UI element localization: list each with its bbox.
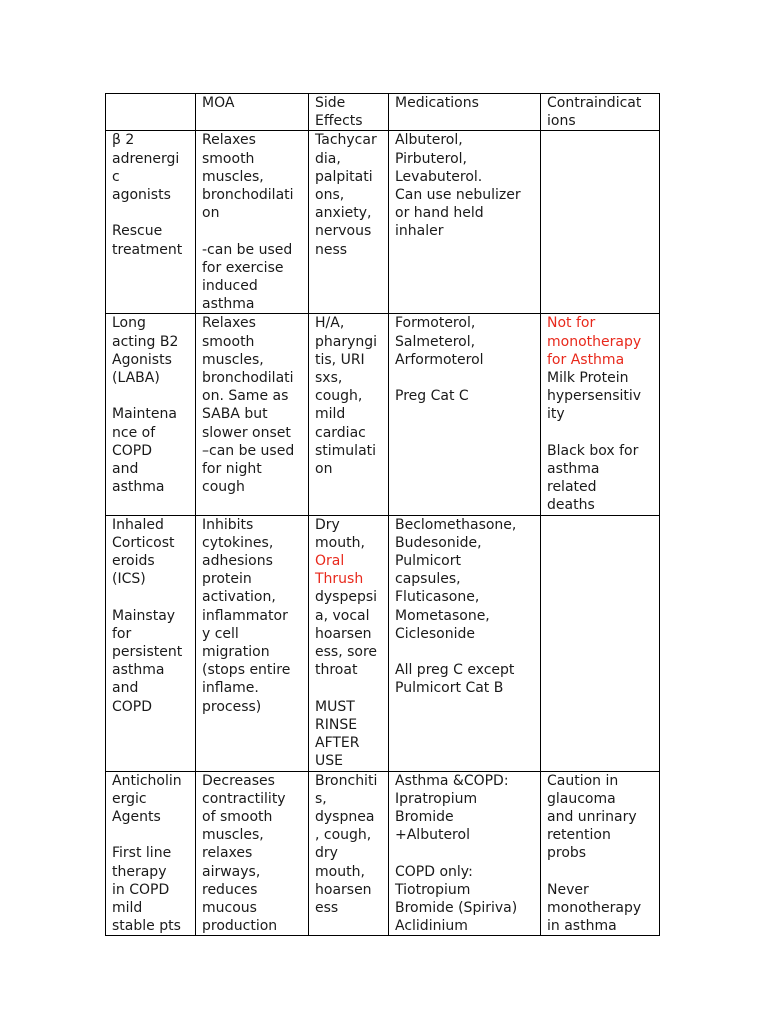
cell-text-line: Pulmicort Cat B xyxy=(395,680,504,697)
cell-text-line: mouth, xyxy=(315,863,365,880)
cell-text-line: -can be used xyxy=(202,241,293,258)
cell-text-line: mild xyxy=(315,406,346,423)
cell-text-line: c xyxy=(112,168,120,185)
cell-text-line: throat xyxy=(315,662,358,679)
cell-text-line: Rescue xyxy=(112,223,163,240)
moa-cell xyxy=(196,771,309,936)
cell-text-line: asthma xyxy=(202,296,255,313)
cell-text-line xyxy=(547,863,656,881)
cell-text-line: s, xyxy=(315,790,327,807)
cell-text-line: monotherapy xyxy=(547,900,642,917)
table-row xyxy=(106,771,660,936)
cell-text-line: muscles, xyxy=(202,351,264,368)
cell-text-line: production xyxy=(202,918,278,935)
cell-text-line: cough xyxy=(202,479,245,496)
cell-text-line: MUST xyxy=(315,698,355,715)
side-effects-cell xyxy=(309,515,389,771)
drug-class-cell xyxy=(106,131,196,314)
cell-text-line: probs xyxy=(547,845,587,862)
cell-text-line: mucous xyxy=(202,900,257,917)
cell-text-line: agonists xyxy=(112,187,171,204)
drug-class-table xyxy=(105,93,660,936)
medications-cell xyxy=(389,314,541,515)
cell-text-line: asthma xyxy=(112,479,165,496)
cell-text-line: RINSE xyxy=(315,716,358,733)
cell-text-line: of smooth xyxy=(202,809,273,826)
cell-text-line: Anticholin xyxy=(112,772,182,789)
cell-text-line: Tiotropium xyxy=(395,881,471,898)
cell-text-line: Albuterol, xyxy=(395,132,463,149)
cell-text-line: for night xyxy=(202,461,262,478)
cell-text-line: muscles, xyxy=(202,168,264,185)
contraindications-cell xyxy=(541,771,660,936)
cell-text-line: eroids xyxy=(112,553,155,570)
cell-text-line: on xyxy=(202,205,220,222)
cell-text-line: sxs, xyxy=(315,370,343,387)
cell-text-line: , cough, xyxy=(315,827,372,844)
cell-text-line xyxy=(112,588,192,606)
cell-text-line: H/A, xyxy=(315,315,345,332)
cell-text-line: in COPD xyxy=(112,881,170,898)
cell-text-line: β 2 xyxy=(112,132,135,149)
drug-class-cell xyxy=(106,515,196,771)
side-effects-cell xyxy=(309,314,389,515)
medications-cell xyxy=(389,131,541,314)
cell-text-line: –can be used xyxy=(202,442,295,459)
cell-text-line: hoarsen xyxy=(315,881,372,898)
cell-text-line: activation, xyxy=(202,589,276,606)
cell-text-line xyxy=(112,204,192,222)
contraindications-cell xyxy=(541,515,660,771)
header-cell-contraindications: Contraindicat ions xyxy=(541,94,660,131)
cell-text-line: Ciclesonide xyxy=(395,625,475,642)
cell-text-line: Fluticasone, xyxy=(395,589,480,606)
cell-text-line: mouth, xyxy=(315,534,365,551)
side-effects-cell xyxy=(309,771,389,936)
cell-text-line: acting B2 xyxy=(112,333,179,350)
cell-text-line: slower onset xyxy=(202,424,291,441)
cell-text-line: y cell xyxy=(202,625,239,642)
side-effects-cell xyxy=(309,131,389,314)
cell-text-line: Agents xyxy=(112,809,161,826)
cell-text-line: Arformoterol xyxy=(395,351,484,368)
cell-text-line: protein xyxy=(202,571,252,588)
cell-text-line: Agonists xyxy=(112,351,172,368)
cell-text-line: on. Same as xyxy=(202,388,289,405)
cell-text-line: in asthma xyxy=(547,918,617,935)
cell-text-line: Bromide xyxy=(395,809,454,826)
cell-text-line: Pulmicort xyxy=(395,553,461,570)
moa-cell xyxy=(196,515,309,771)
cell-text-line: asthma xyxy=(547,461,600,478)
cell-text-line xyxy=(547,424,656,442)
cell-text-line: dyspnea xyxy=(315,809,375,826)
cell-text-line: inflammator xyxy=(202,607,288,624)
cell-text-line: dry xyxy=(315,845,338,862)
table-row xyxy=(106,515,660,771)
cell-text-line: ons, xyxy=(315,187,345,204)
cell-text-line: Ipratropium xyxy=(395,790,478,807)
cell-text-line: Long xyxy=(112,315,146,332)
cell-text-line: and xyxy=(112,680,139,697)
cell-text-line: airways, xyxy=(202,863,261,880)
cell-text-line: inhaler xyxy=(395,223,444,240)
cell-text-line: anxiety, xyxy=(315,205,372,222)
cell-text-line: Can use nebulizer xyxy=(395,187,521,204)
cell-text-line: First line xyxy=(112,845,172,862)
cell-text-line: smooth xyxy=(202,333,255,350)
cell-text-line: asthma xyxy=(112,662,165,679)
cell-text-line: Never xyxy=(547,881,589,898)
cell-text-line: muscles, xyxy=(202,827,264,844)
cell-text-line: Relaxes xyxy=(202,315,256,332)
moa-cell xyxy=(196,314,309,515)
cell-text-line: Maintena xyxy=(112,406,177,423)
contraindications-cell xyxy=(541,131,660,314)
cell-text-line xyxy=(112,826,192,844)
cell-text-line: deaths xyxy=(547,497,595,514)
cell-text-line: Black box for xyxy=(547,442,639,459)
cell-text-line: persistent xyxy=(112,644,183,661)
cell-text-line: ess xyxy=(315,900,339,917)
cell-text-line: bronchodilati xyxy=(202,187,294,204)
cell-text-line: AFTER xyxy=(315,735,360,752)
contraindications-cell xyxy=(541,314,660,515)
cell-text-line: bronchodilati xyxy=(202,370,294,387)
cell-text-line: induced xyxy=(202,278,258,295)
cell-text-line: Bromide (Spiriva) xyxy=(395,900,518,917)
cell-text-line: (stops entire xyxy=(202,662,291,679)
cell-text-line: Salmeterol, xyxy=(395,333,476,350)
medications-cell xyxy=(389,515,541,771)
cell-text-line: for xyxy=(112,625,132,642)
cell-text-line: retention xyxy=(547,827,611,844)
cell-text-line: ity xyxy=(547,406,565,423)
cell-text-line: on xyxy=(315,461,333,478)
cell-text-line: monotherapy xyxy=(547,333,642,350)
cell-text-line: Mainstay xyxy=(112,607,176,624)
cell-text-line: pharyngi xyxy=(315,333,378,350)
cell-text-line xyxy=(112,387,192,405)
cell-text-line xyxy=(395,643,537,661)
cell-text-line: COPD xyxy=(112,698,153,715)
cell-text-line: Mometasone, xyxy=(395,607,490,624)
cell-text-line: cardiac xyxy=(315,424,366,441)
cell-text-line: Decreases xyxy=(202,772,275,789)
cell-text-line: inflame. xyxy=(202,680,259,697)
drug-class-cell xyxy=(106,314,196,515)
cell-text-line: palpitati xyxy=(315,168,373,185)
cell-text-line: nce of xyxy=(112,424,156,441)
cell-text-line: +Albuterol xyxy=(395,827,470,844)
cell-text-line xyxy=(315,679,385,697)
cell-text-line: glaucoma xyxy=(547,790,616,807)
table-row xyxy=(106,314,660,515)
cell-text-line: therapy xyxy=(112,863,167,880)
cell-text-line: process) xyxy=(202,698,262,715)
header-row xyxy=(106,94,660,131)
cell-text-line xyxy=(202,222,305,240)
cell-text-line: and unrinary xyxy=(547,809,637,826)
cell-text-line: smooth xyxy=(202,150,255,167)
cell-text-line: mild xyxy=(112,900,143,917)
table-row xyxy=(106,131,660,314)
cell-text-line: tis, URI xyxy=(315,351,365,368)
cell-text-line: for Asthma xyxy=(547,351,625,368)
cell-text-line: Aclidinium xyxy=(395,918,468,935)
cell-text-line: All preg C except xyxy=(395,662,515,679)
cell-text-line: USE xyxy=(315,753,343,770)
cell-text-line: capsules, xyxy=(395,571,461,588)
cell-text-line: stable pts xyxy=(112,918,181,935)
cell-text-line: Not for xyxy=(547,315,596,332)
moa-cell xyxy=(196,131,309,314)
cell-text-line: hoarsen xyxy=(315,625,372,642)
cell-text-line: Formoterol, xyxy=(395,315,476,332)
cell-text-line: Milk Protein xyxy=(547,370,629,387)
cell-text-line: Inhaled xyxy=(112,516,164,533)
drug-class-cell xyxy=(106,771,196,936)
cell-text-line: SABA but xyxy=(202,406,268,423)
cell-text-line: cytokines, xyxy=(202,534,274,551)
cell-text-line: or hand held xyxy=(395,205,484,222)
cell-text-line: dyspepsi xyxy=(315,589,378,606)
cell-text-line: COPD xyxy=(112,442,153,459)
medications-cell xyxy=(389,771,541,936)
cell-text-line: nervous xyxy=(315,223,372,240)
cell-text-line: migration xyxy=(202,644,270,661)
cell-text-line: adhesions xyxy=(202,553,273,570)
cell-text-line: (LABA) xyxy=(112,370,160,387)
cell-text-line: ness xyxy=(315,241,348,258)
cell-text-line: Corticost xyxy=(112,534,175,551)
cell-text-line: reduces xyxy=(202,881,258,898)
cell-text-line: Bronchiti xyxy=(315,772,378,789)
cell-text-line: Caution in xyxy=(547,772,619,789)
cell-text-line xyxy=(395,369,537,387)
cell-text-line: hypersensitiv xyxy=(547,388,642,405)
cell-text-line: dia, xyxy=(315,150,341,167)
cell-text-line: a, vocal xyxy=(315,607,370,624)
cell-text-line: Inhibits xyxy=(202,516,254,533)
cell-text-line: Oral xyxy=(315,553,345,570)
cell-text-line xyxy=(395,844,537,862)
cell-text-line: Budesonide, xyxy=(395,534,482,551)
cell-text-line: Pirbuterol, xyxy=(395,150,467,167)
cell-text-line: Thrush xyxy=(315,571,364,588)
cell-text-line: Tachycar xyxy=(315,132,377,149)
header-cell-moa: MOA xyxy=(196,94,309,131)
header-cell-side-effects: Side Effects xyxy=(309,94,389,131)
cell-text-line: ess, sore xyxy=(315,644,378,661)
cell-text-line: Dry xyxy=(315,516,340,533)
cell-text-line: contractility xyxy=(202,790,286,807)
cell-text-line: cough, xyxy=(315,388,363,405)
cell-text-line: ergic xyxy=(112,790,147,807)
header-cell-medications: Medications xyxy=(389,94,541,131)
cell-text-line: relaxes xyxy=(202,845,253,862)
cell-text-line: Relaxes xyxy=(202,132,256,149)
cell-text-line: and xyxy=(112,461,139,478)
cell-text-line: adrenergi xyxy=(112,150,180,167)
cell-text-line: treatment xyxy=(112,241,183,258)
cell-text-line: stimulati xyxy=(315,442,377,459)
cell-text-line: COPD only: xyxy=(395,863,473,880)
cell-text-line: Asthma &COPD: xyxy=(395,772,509,789)
cell-text-line: (ICS) xyxy=(112,571,146,588)
cell-text-line: related xyxy=(547,479,597,496)
cell-text-line: for exercise xyxy=(202,259,284,276)
cell-text-line: Preg Cat C xyxy=(395,388,469,405)
cell-text-line: Levabuterol. xyxy=(395,168,483,185)
header-cell-class xyxy=(106,94,196,131)
cell-text-line: Beclomethasone, xyxy=(395,516,517,533)
